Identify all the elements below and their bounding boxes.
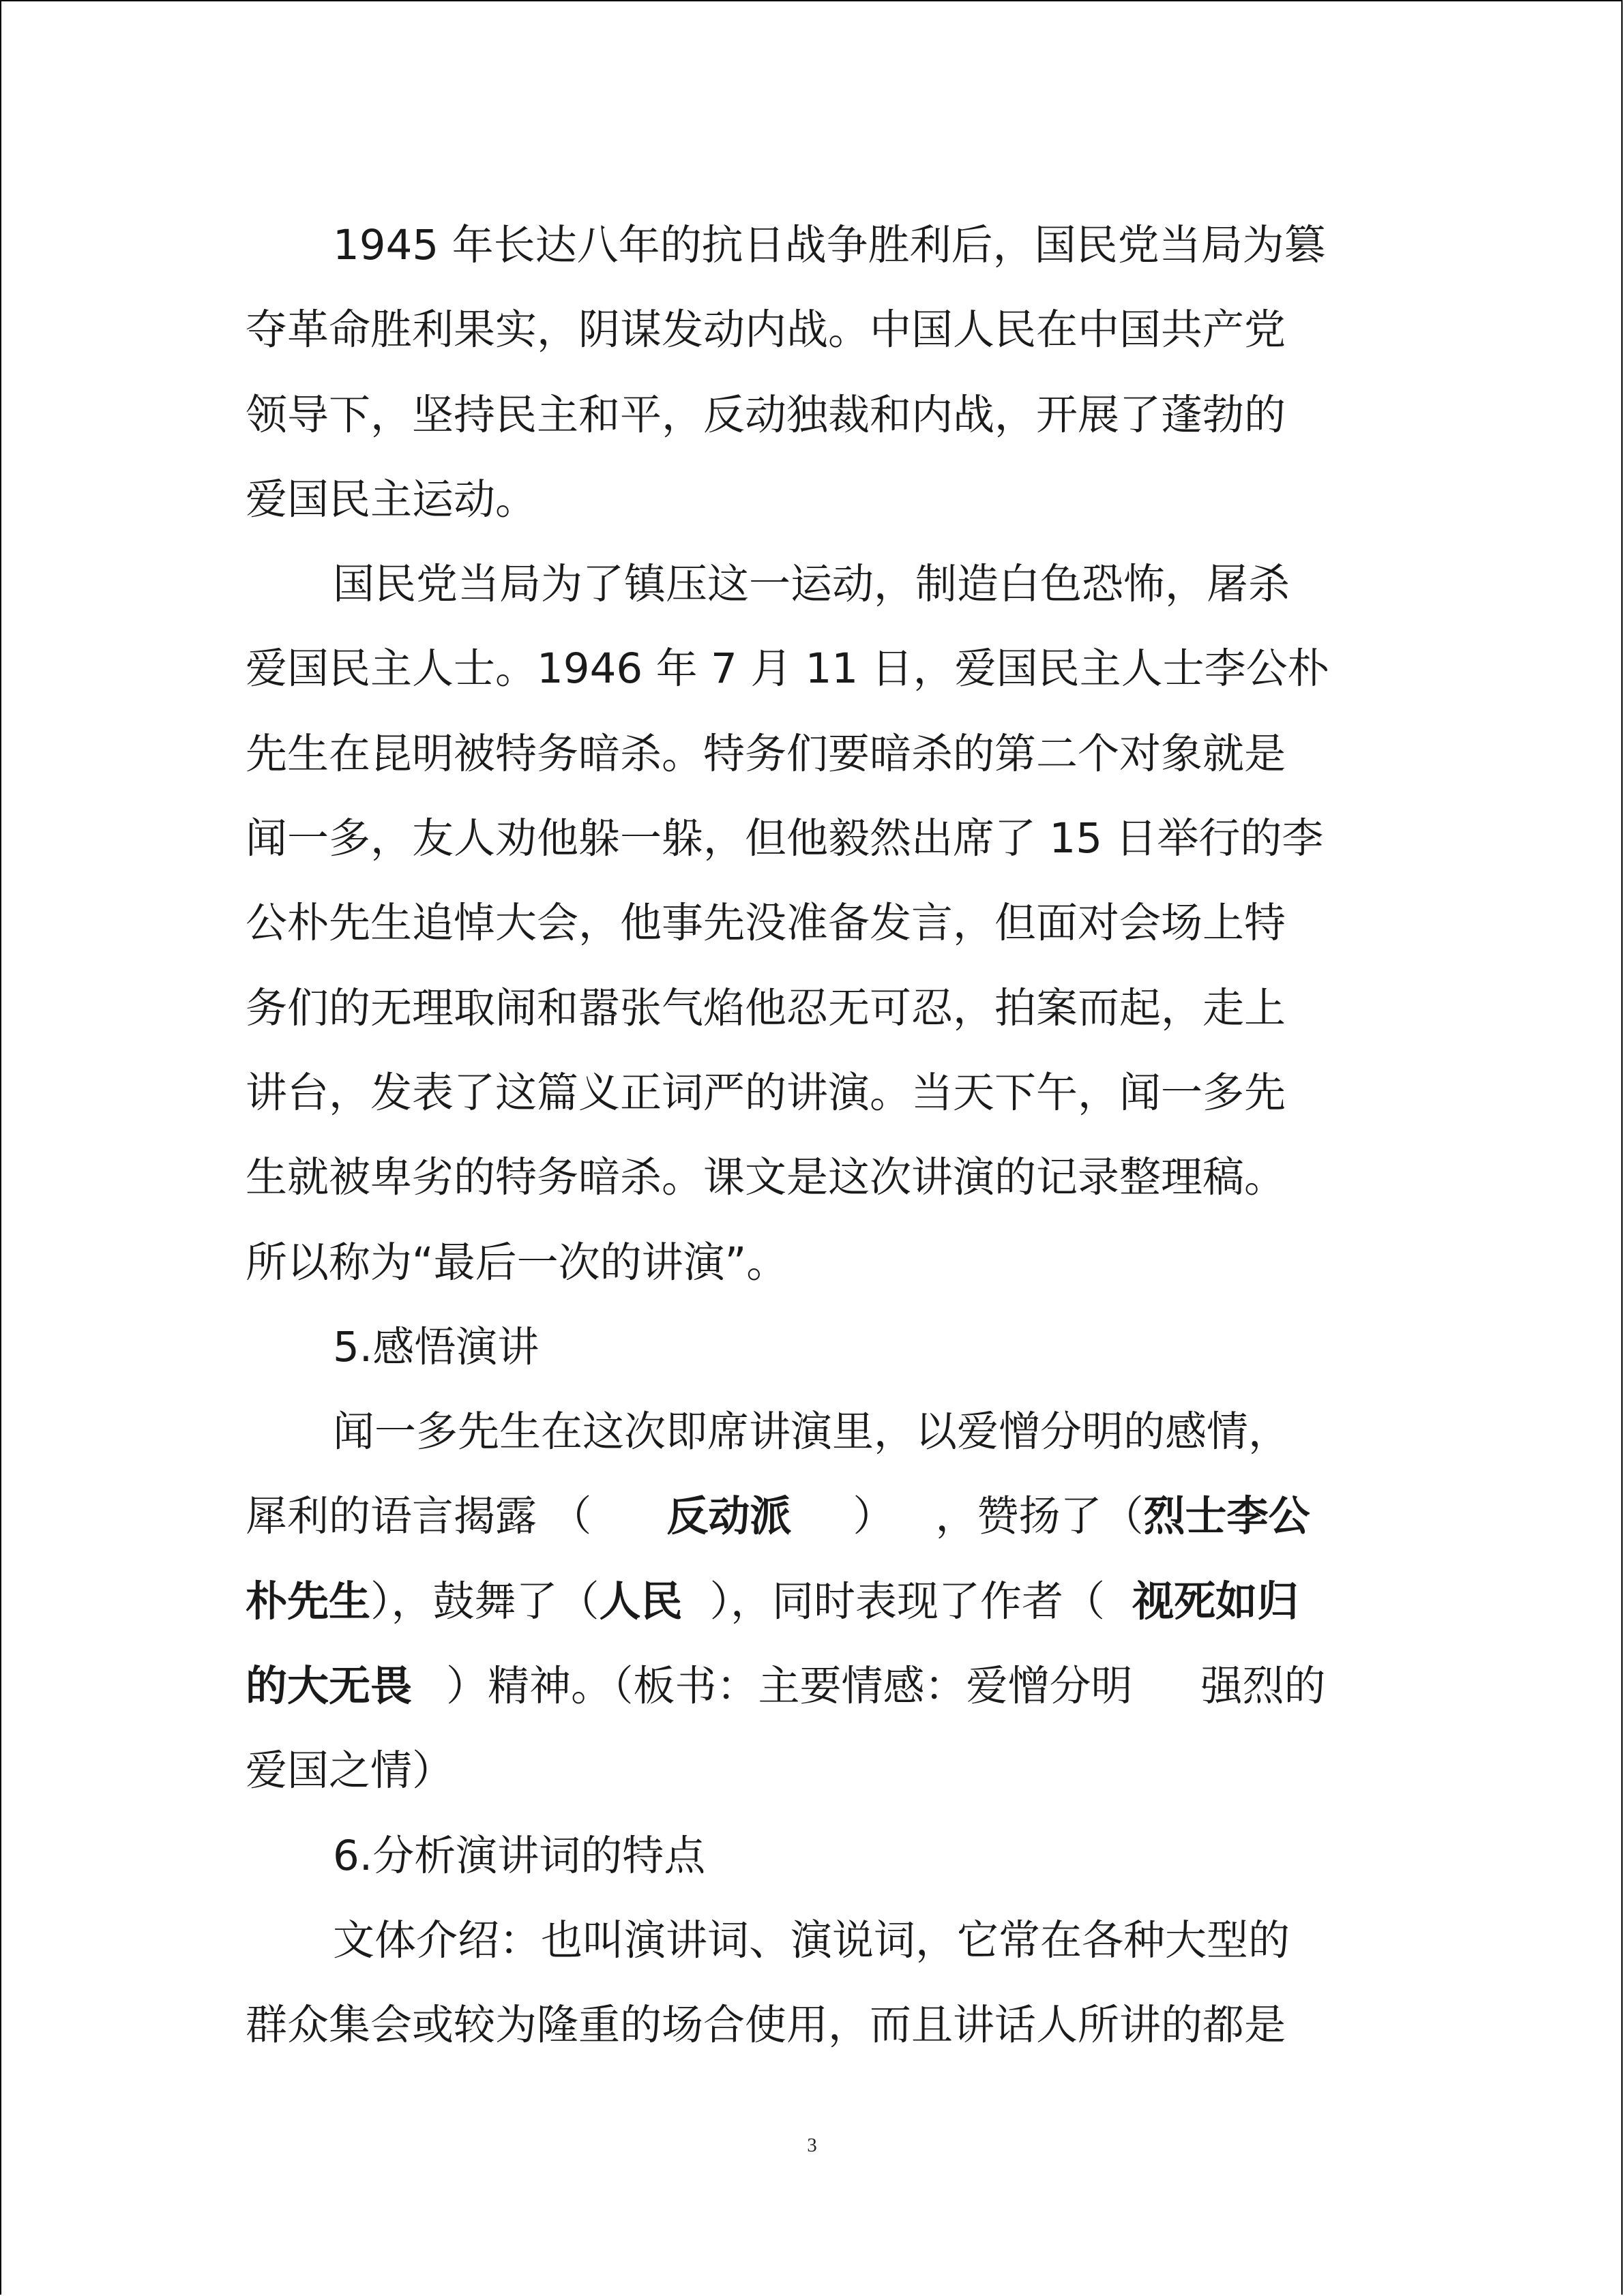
page-number: 3 — [807, 2134, 817, 2156]
paragraph-1-line-1: 1945 年长达八年的抗日战争胜利后，国民党当局为篡 — [333, 221, 1326, 269]
section-5-line-2 — [246, 1474, 1378, 1559]
section-5-line-4-text-b: ）精神。（板书：主要情感：爱憎分明 — [446, 1662, 1133, 1711]
section-5-line-2-text-c: ） — [853, 1492, 895, 1541]
section-5-line-2-text-a: 犀利的语言揭露 （ — [246, 1492, 592, 1541]
answer-martyr-li-gongpu: 烈士李公 — [1143, 1492, 1310, 1541]
section-5-line-4-text-c: 强烈的 — [1200, 1662, 1326, 1711]
paragraph-2-line-6: 务们的无理取闹和嚣张气焰他忍无可忍，拍案而起，走上 — [246, 983, 1286, 1032]
paragraph-2-line-4: 闻一多，友人劝他躲一躲，但他毅然出席了 15 日举行的李 — [246, 814, 1324, 863]
section-5-line-4 — [246, 1644, 1378, 1729]
paragraph-1-line-4: 爱国民主运动。 — [246, 475, 537, 524]
answer-people: 人民 — [599, 1577, 683, 1626]
paragraph-2-line-1: 国民党当局为了镇压这一运动，制造白色恐怖，屠杀 — [333, 560, 1290, 609]
section-6-heading: 6.分析演讲词的特点 — [333, 1831, 706, 1880]
section-5-line-3 — [246, 1560, 1378, 1644]
answer-reactionaries: 反动派 — [666, 1492, 792, 1541]
answer-fearless-cont: 的大无畏 — [246, 1662, 413, 1711]
section-5-line-3-text-d: ），同时表现了作者（ — [709, 1577, 1106, 1626]
document-body — [246, 203, 1378, 2068]
paragraph-2-line-7: 讲台，发表了这篇义正词严的讲演。当天下午，闻一多先 — [246, 1068, 1286, 1117]
section-5-line-1: 闻一多先生在这次即席讲演里，以爱憎分明的感情， — [333, 1407, 1290, 1457]
section-5-line-3-text-b: ），鼓舞了（ — [370, 1577, 600, 1626]
paragraph-2-line-2: 爱国民主人士。1946 年 7 月 11 日，爱国民主人士李公朴 — [246, 644, 1329, 694]
paragraph-2-line-8: 生就被卑劣的特务暗杀。课文是这次讲演的记录整理稿。 — [246, 1153, 1286, 1202]
section-6-line-2: 群众集会或较为隆重的场合使用，而且讲话人所讲的都是 — [246, 2001, 1286, 2050]
answer-fearless: 视死如归 — [1132, 1577, 1299, 1626]
paragraph-2-line-3: 先生在昆明被特务暗杀。特务们要暗杀的第二个对象就是 — [246, 729, 1286, 778]
answer-martyr-li-gongpu-cont: 朴先生 — [246, 1577, 371, 1626]
section-6-line-1: 文体介绍：也叫演讲词、演说词，它常在各种大型的 — [333, 1915, 1290, 1965]
section-5-heading: 5.感悟演讲 — [333, 1322, 540, 1371]
paragraph-2-line-9: 所以称为“最后一次的讲演”。 — [246, 1238, 788, 1287]
section-5-line-5: 爱国之情） — [246, 1746, 454, 1795]
paragraph-1-line-3: 领导下，坚持民主和平，反动独裁和内战，开展了蓬勃的 — [246, 390, 1286, 439]
section-5-line-2-text-d: ，赞扬了（ — [935, 1492, 1144, 1541]
paragraph-2-line-5: 公朴先生追悼大会，他事先没准备发言，但面对会场上特 — [246, 899, 1286, 948]
paragraph-1-line-2: 夺革命胜利果实，阴谋发动内战。中国人民在中国共产党 — [246, 305, 1286, 355]
